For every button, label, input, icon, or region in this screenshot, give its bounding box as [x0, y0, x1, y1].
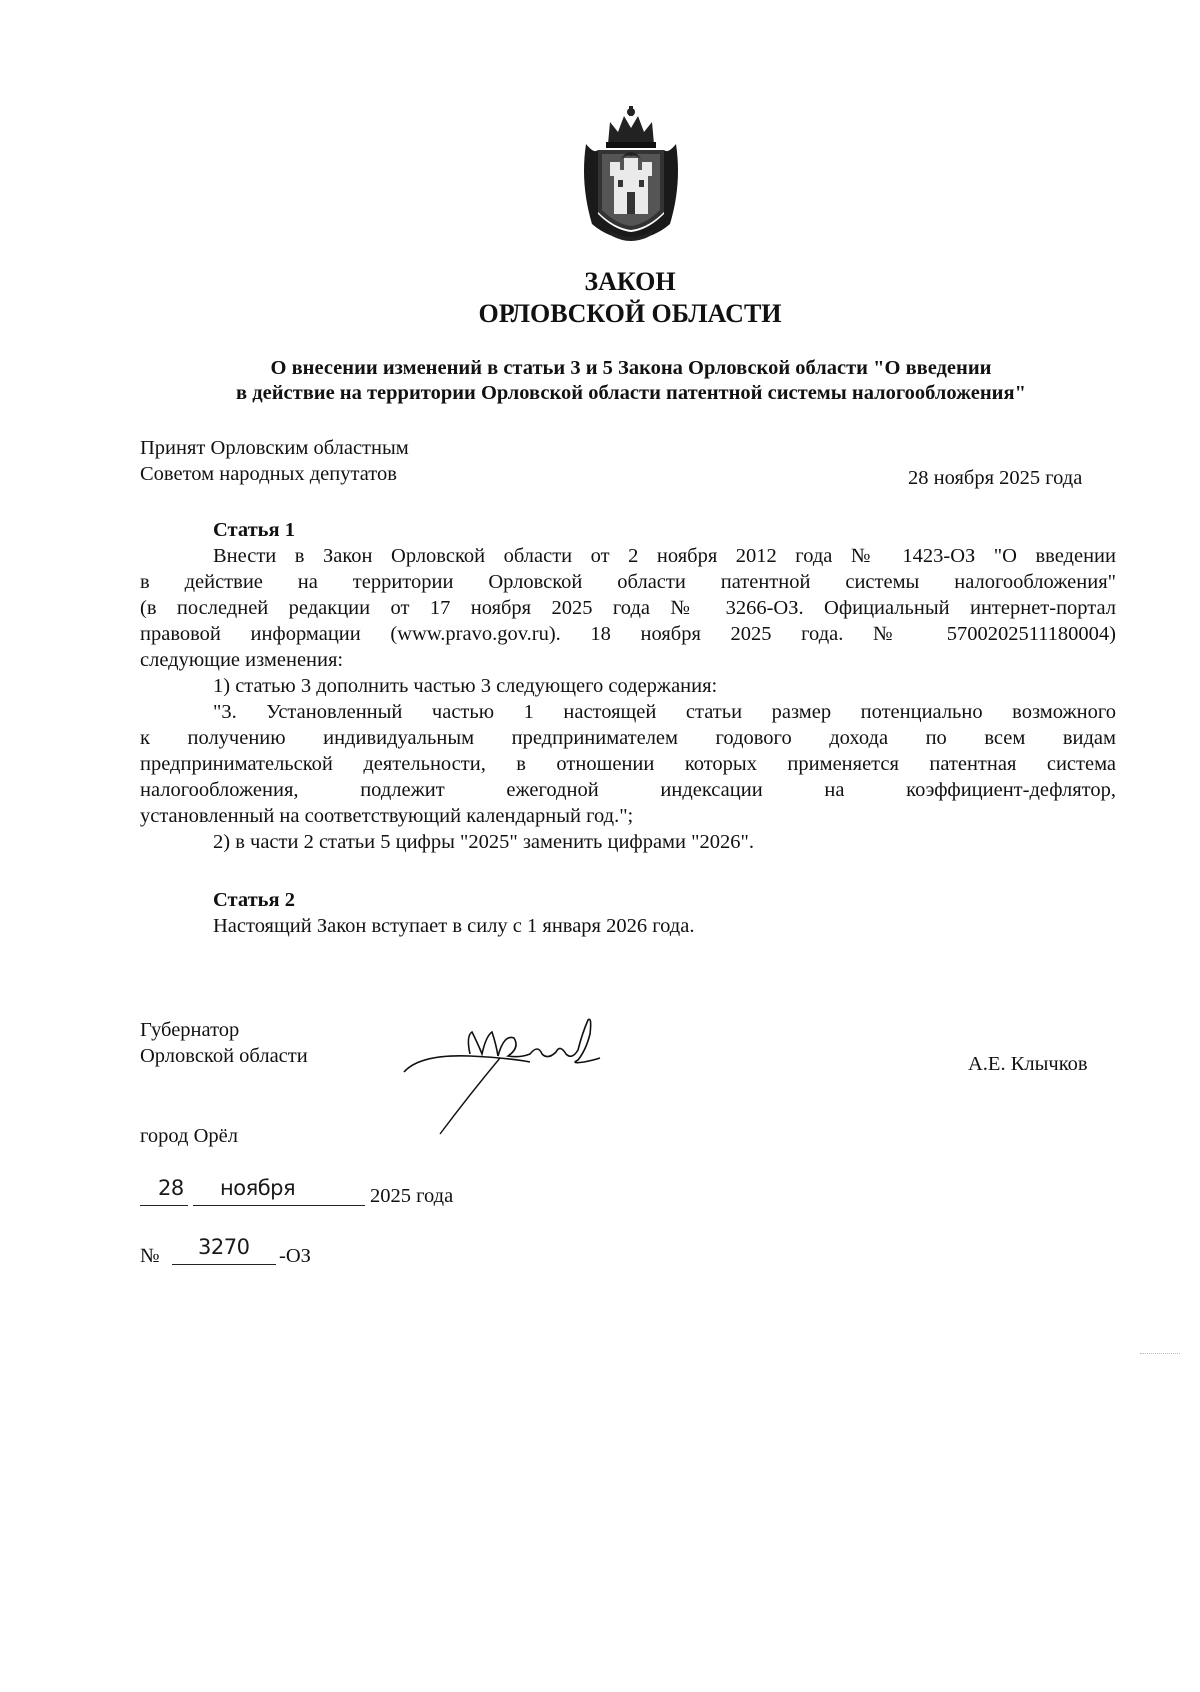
adoption-date: 28 ноября 2025 года [908, 467, 1083, 489]
scan-artifact [1140, 1353, 1180, 1355]
article1-quote-line: к получению индивидуальным предпринимателем годового дохода по всем видам [140, 727, 1116, 749]
coat-of-arms-emblem [578, 104, 684, 242]
article2-text: Настоящий Закон вступает в силу с 1 января 2026 года. [213, 915, 695, 937]
date-day: 28 [158, 1176, 184, 1200]
date-year: 2025 года [370, 1185, 454, 1207]
signatory-name: А.Е. Клычков [968, 1053, 1088, 1075]
city-label: город Орёл [140, 1125, 238, 1147]
adoption-line1: Принят Орловским областным [140, 437, 409, 459]
date-month: ноября [220, 1176, 296, 1200]
article1-quote-line: установленный на соответствующий календарный год."; [140, 805, 634, 827]
article1-line: правовой информации (www.pravo.gov.ru). 18 ноября 2025 года. № 5700202511180004) [140, 623, 1116, 645]
document-subtitle-line1: О внесении изменений в статьи 3 и 5 Закона Орловской области "О введении [270, 357, 992, 379]
article1-item2: 2) в части 2 статьи 5 цифры "2025" заменить цифрами "2026". [213, 831, 754, 853]
article1-line: следующие изменения: [140, 649, 344, 671]
article1-heading: Статья 1 [213, 519, 295, 541]
article1-quote-line: "3. Установленный частью 1 настоящей статьи размер потенциально возможного [213, 701, 1116, 723]
article1-line: (в последней редакции от 17 ноября 2025 года № 3266-ОЗ. Официальный интернет-портал [140, 597, 1116, 619]
signatory-title-line1: Губернатор [140, 1019, 240, 1041]
signatory-title-line2: Орловской области [140, 1045, 308, 1067]
number-prefix: № [140, 1245, 160, 1267]
article1-quote-line: предпринимательской деятельности, в отношении которых применяется патентная система [140, 753, 1116, 775]
adoption-line2: Советом народных депутатов [140, 463, 397, 485]
document-title-line1: ЗАКОН [584, 267, 676, 296]
article2-heading: Статья 2 [213, 889, 295, 911]
law-number: 3270 [198, 1235, 250, 1259]
article1-line: в действие на территории Орловской области патентной системы налогообложения" [140, 571, 1116, 593]
article1-quote-line: налогообложения, подлежит ежегодной индексации на коэффициент-дефлятор, [140, 779, 1116, 801]
article1-item1: 1) статью 3 дополнить частью 3 следующего содержания: [213, 675, 718, 697]
article1-line: Внести в Закон Орловской области от 2 ноября 2012 года № 1423-ОЗ "О введении [213, 545, 1116, 567]
number-suffix: -ОЗ [279, 1245, 311, 1267]
document-subtitle-line2: в действие на территории Орловской области патентной системы налогообложения" [236, 382, 1026, 404]
handwritten-signature [400, 1014, 630, 1164]
document-title-line2: ОРЛОВСКОЙ ОБЛАСТИ [478, 299, 782, 328]
